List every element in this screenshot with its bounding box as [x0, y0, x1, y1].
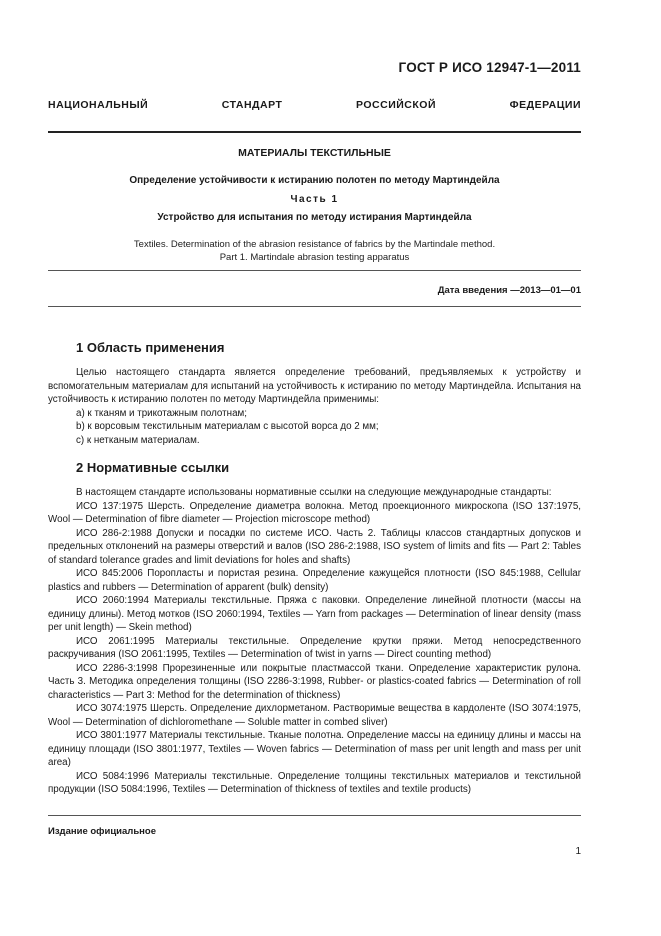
document-subtitle: Определение устойчивости к истиранию полотен по методу Мартиндейла	[129, 175, 500, 186]
reference-item: ИСО 137:1975 Шерсть. Определение диаметра волокна. Метод проекционного микроскопа (ISO 137:1975, Wool — Determination of fibre diameter — Projection microscope method)	[48, 500, 581, 525]
introduction-date: Дата введения —2013—01—01	[437, 285, 581, 296]
section-2-body	[48, 486, 581, 797]
document-part: Часть 1	[290, 194, 339, 205]
list-item: а) к тканям и трикотажным полотнам;	[76, 407, 247, 419]
document-title: МАТЕРИАЛЫ ТЕКСТИЛЬНЫЕ	[238, 147, 391, 159]
reference-item: ИСО 2061:1995 Материалы текстильные. Определение крутки пряжи. Метод непосредственного раскручивания (ISO 2061:1995, Textiles — Determination of twist in yarns — Direct counting method)	[48, 635, 581, 660]
footer-divider	[48, 815, 581, 816]
english-title	[48, 238, 581, 264]
section-1-paragraph: Целью настоящего стандарта является определение требований, предъявляемых к устройству и вспомогательным материалам для испытаний на устойчивость к истиранию по методу Мартиндейла. Испытания на устойчивость к истиранию полотен по методу Мартиндейла применимы:	[48, 367, 581, 405]
standard-code: ГОСТ Р ИСО 12947-1—2011	[398, 60, 581, 75]
section-1-body	[48, 366, 581, 447]
reference-item: ИСО 5084:1996 Материалы текстильные. Определение толщины текстильных материалов и текстильной продукции (ISO 5084:1996, Textiles — Determination of thickness of textiles and textile products)	[48, 770, 581, 795]
reference-item: ИСО 286-2:1988 Допуски и посадки по системе ИСО. Часть 2. Таблицы классов стандартных допусков и предельных отклонений на размеры отверстий и валов (ISO 286-2:1988, ISO system of limits and fits — Part 2: Tables of standard tolerance grades and limit deviations for holes and shafts)	[48, 527, 581, 566]
edition-note: Издание официальное	[48, 826, 156, 837]
reference-item: ИСО 3074:1975 Шерсть. Определение дихлорметаном. Растворимые вещества в кардоленте (ISO 3074:1975, Wool — Determination of dichloromethane — Soluble matter in combed sliver)	[48, 703, 581, 728]
title-divider	[48, 270, 581, 271]
reference-item: ИСО 845:2006 Поропласты и пористая резина. Определение кажущейся плотности (ISO 845:1988, Cellular plastics and rubbers — Determination of apparent (bulk) density)	[48, 568, 581, 593]
list-item: b) к ворсовым текстильным материалам с высотой ворса до 2 мм;	[76, 421, 379, 432]
list-item: с) к нетканым материалам.	[76, 434, 200, 446]
english-title-line-1: Textiles. Determination of the abrasion resistance of fabrics by the Martindale method.	[133, 239, 496, 250]
english-title-line-2: Part 1. Martindale abrasion testing apparatus	[219, 252, 410, 263]
section-1-heading: 1 Область применения	[76, 340, 225, 355]
reference-item: ИСО 2060:1994 Материалы текстильные. Пряжа с паковки. Определение линейной плотности (массы на единицу длины). Метод мотков (ISO 2060:1994, Textiles — Yarn from packages — Determination of linear density (mass per unit length) — Skein method)	[48, 595, 581, 633]
document-part-title: Устройство для испытания по методу истирания Мартиндейла	[157, 212, 472, 223]
reference-item: ИСО 3801:1977 Материалы текстильные. Тканые полотна. Определение массы на единицу длины и массы на единицу площади (ISO 3801:1977, Textiles — Woven fabrics — Determination of mass per unit length and mass per unit area)	[48, 730, 581, 768]
reference-item: ИСО 2286-3:1998 Прорезиненные или покрытые пластмассой ткани. Определение характеристик рулона. Часть 3. Методика определения толщины (ISO 2286-3:1998, Rubber- or plastics-coated fabrics — Determination of roll characteristics — Part 3: Method for the determination of thickness)	[48, 662, 581, 701]
section-2-intro: В настоящем стандарте использованы нормативные ссылки на следующие международные стандарты:	[76, 487, 552, 498]
date-divider	[48, 306, 581, 307]
national-standard-banner: НАЦИОНАЛЬНЫЙ СТАНДАРТ РОССИЙСКОЙ ФЕДЕРАЦИИ	[48, 99, 581, 111]
section-1-list	[48, 407, 581, 448]
page-number: 1	[575, 846, 581, 857]
section-2-heading: 2 Нормативные ссылки	[76, 460, 230, 475]
header-divider	[48, 131, 581, 133]
